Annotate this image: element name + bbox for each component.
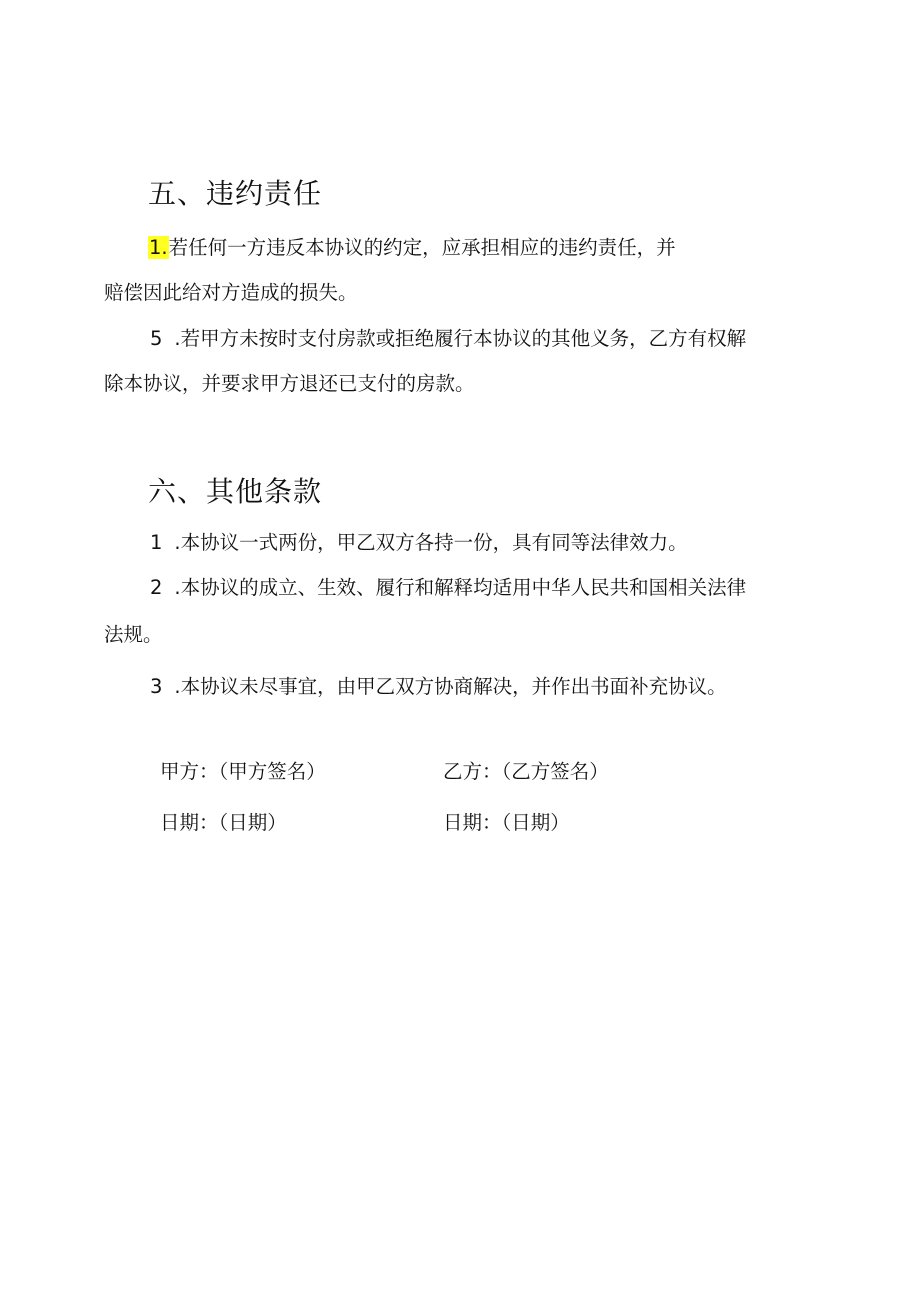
section-six-title: 六、其他条款 xyxy=(148,475,323,508)
highlight-mark: 1. xyxy=(149,236,168,259)
section-six-item-1 xyxy=(150,533,688,553)
party-b-signature: 乙方：（乙方签名） xyxy=(443,760,609,783)
party-a-signature: 甲方：（甲方签名） xyxy=(160,760,326,783)
section-five-item-2-line-1 xyxy=(150,329,746,349)
item-number: 3 xyxy=(150,675,163,698)
section-five-item-1-line-2: 赔偿因此给对方造成的损失。 xyxy=(104,281,358,304)
item-number: 1 xyxy=(150,531,163,554)
item-number: 2 xyxy=(150,576,163,599)
party-a-date: 日期：（日期） xyxy=(160,811,287,834)
party-b-date: 日期：（日期） xyxy=(443,811,570,834)
section-six-item-2-line-2: 法规。 xyxy=(104,623,163,646)
section-five-title: 五、违约责任 xyxy=(148,177,323,210)
item-number: 5 xyxy=(150,327,163,350)
section-six-item-2-line-1 xyxy=(150,578,746,598)
item-text: .本协议的成立、生效、履行和解释均适用中华人民共和国相关法律 xyxy=(174,576,747,599)
item-text: .若甲方未按时支付房款或拒绝履行本协议的其他义务，乙方有权解 xyxy=(174,327,747,350)
section-five-item-1-line-1 xyxy=(148,238,676,258)
section-five-item-2-line-2: 除本协议，并要求甲方退还已支付的房款。 xyxy=(104,372,475,395)
section-six-item-3 xyxy=(150,677,727,697)
item-text: .本协议未尽事宜，由甲乙双方协商解决，并作出书面补充协议。 xyxy=(174,675,727,698)
item-text: .本协议一式两份，甲乙双方各持一份，具有同等法律效力。 xyxy=(174,531,688,554)
item-text: 若任何一方违反本协议的约定，应承担相应的违约责任，并 xyxy=(168,236,676,259)
